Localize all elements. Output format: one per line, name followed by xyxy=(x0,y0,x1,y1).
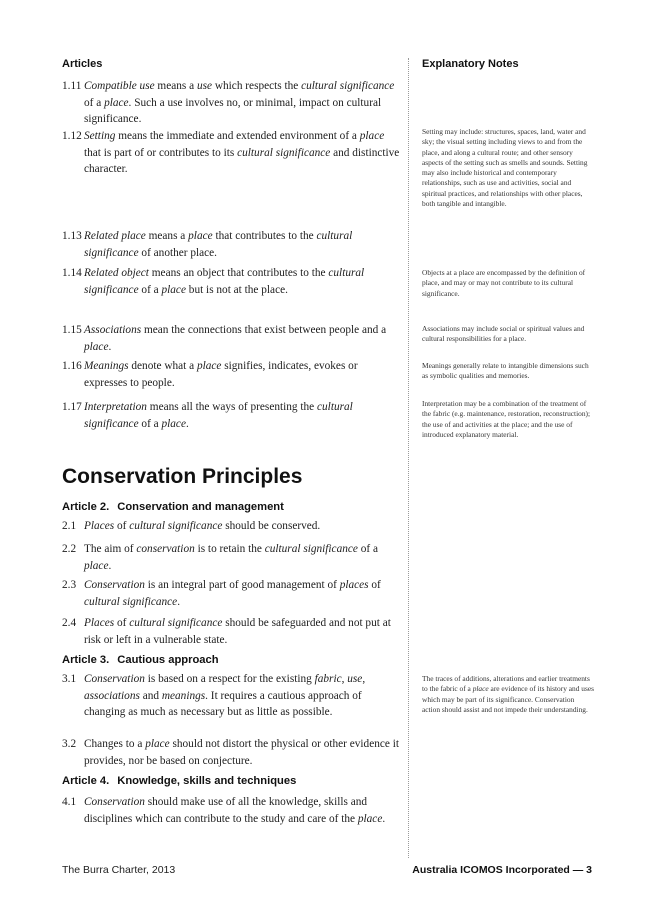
definition-1-13: 1.13 Related place means a place that contributes to the cultural significance of another place. xyxy=(62,230,353,259)
clause-2-2: 2.2 The aim of conservation is to retain the cultural significance of a place. xyxy=(62,543,378,572)
clause-2-3: 2.3 Conservation is an integral part of good management of places of cultural significance. xyxy=(62,579,381,608)
note-associations: Associations may include social or spiritual values and cultural responsibilities for a place. xyxy=(422,324,585,344)
clause-2-1: 2.1 Places of cultural significance should be conserved. xyxy=(62,520,321,532)
article-4-heading: Article 4. Knowledge, skills and techniques xyxy=(62,775,297,787)
definition-1-17: 1.17 Interpretation means all the ways of presenting the cultural significance of a place. xyxy=(62,401,353,430)
articles-header: Articles xyxy=(62,58,103,70)
section-title: Conservation Principles xyxy=(62,465,303,488)
clause-3-2: 3.2 Changes to a place should not distort the physical or other evidence it provides, nor be based on conjecture. xyxy=(62,738,399,767)
definition-1-16: 1.16 Meanings denote what a place signifies, indicates, evokes or expresses to people. xyxy=(62,360,358,389)
note-objects: Objects at a place are encompassed by the definition of place, and may or may not contribute to its cultural significance. xyxy=(422,268,586,298)
definition-1-11: 1.11 Compatible use means a use which respects the cultural significance of a place. Such a use involves no, or minimal, impact on cultural significance. xyxy=(62,80,395,125)
definition-1-14: 1.14 Related object means an object that contributes to the cultural significance of a place but is not at the place. xyxy=(62,267,365,296)
note-meanings: Meanings generally relate to intangible dimensions such as symbolic qualities and memories. xyxy=(422,361,589,381)
article-3-heading: Article 3. Cautious approach xyxy=(62,654,219,666)
note-traces: The traces of additions, alterations and earlier treatments to the fabric of a place are evidence of its history and uses which may be part of its significance. Conservation action should assist and not impede their understanding. xyxy=(422,674,594,714)
note-interpretation: Interpretation may be a combination of the treatment of the fabric (e.g. maintenance, restoration, reconstruction); the use of and activities at the place; and the use of introduced explanatory material. xyxy=(422,399,591,439)
footer-document-title: The Burra Charter, 2013 xyxy=(62,864,176,876)
column-divider xyxy=(408,58,409,858)
footer-publisher-page: Australia ICOMOS Incorporated — 3 xyxy=(412,864,592,876)
clause-3-1: 3.1 Conservation is based on a respect for the existing fabric, use, associations and meanings. It requires a cautious approach of changing as much as necessary but as little as possible. xyxy=(62,673,366,718)
definition-1-15: 1.15 Associations mean the connections that exist between people and a place. xyxy=(62,324,387,353)
definition-1-12: 1.12 Setting means the immediate and extended environment of a place that is part of or contributes to its cultural significance and distinctive character. xyxy=(62,130,400,175)
clause-2-4: 2.4 Places of cultural significance should be safeguarded and not put at risk or left in a vulnerable state. xyxy=(62,617,391,646)
note-setting: Setting may include: structures, spaces, land, water and sky; the visual setting including views to and from the place, and along a cultural route; and other sensory aspects of the setting such as smells and sounds. Setting may also include historical and contemporary relationships, such as use and activities, social and spiritual practices, and relationships with other places, both tangible and intangible. xyxy=(422,127,588,209)
explanatory-notes-header: Explanatory Notes xyxy=(422,58,519,70)
clause-4-1: 4.1 Conservation should make use of all the knowledge, skills and disciplines which can contribute to the study and care of the place. xyxy=(62,796,386,825)
article-2-heading: Article 2. Conservation and management xyxy=(62,501,284,513)
